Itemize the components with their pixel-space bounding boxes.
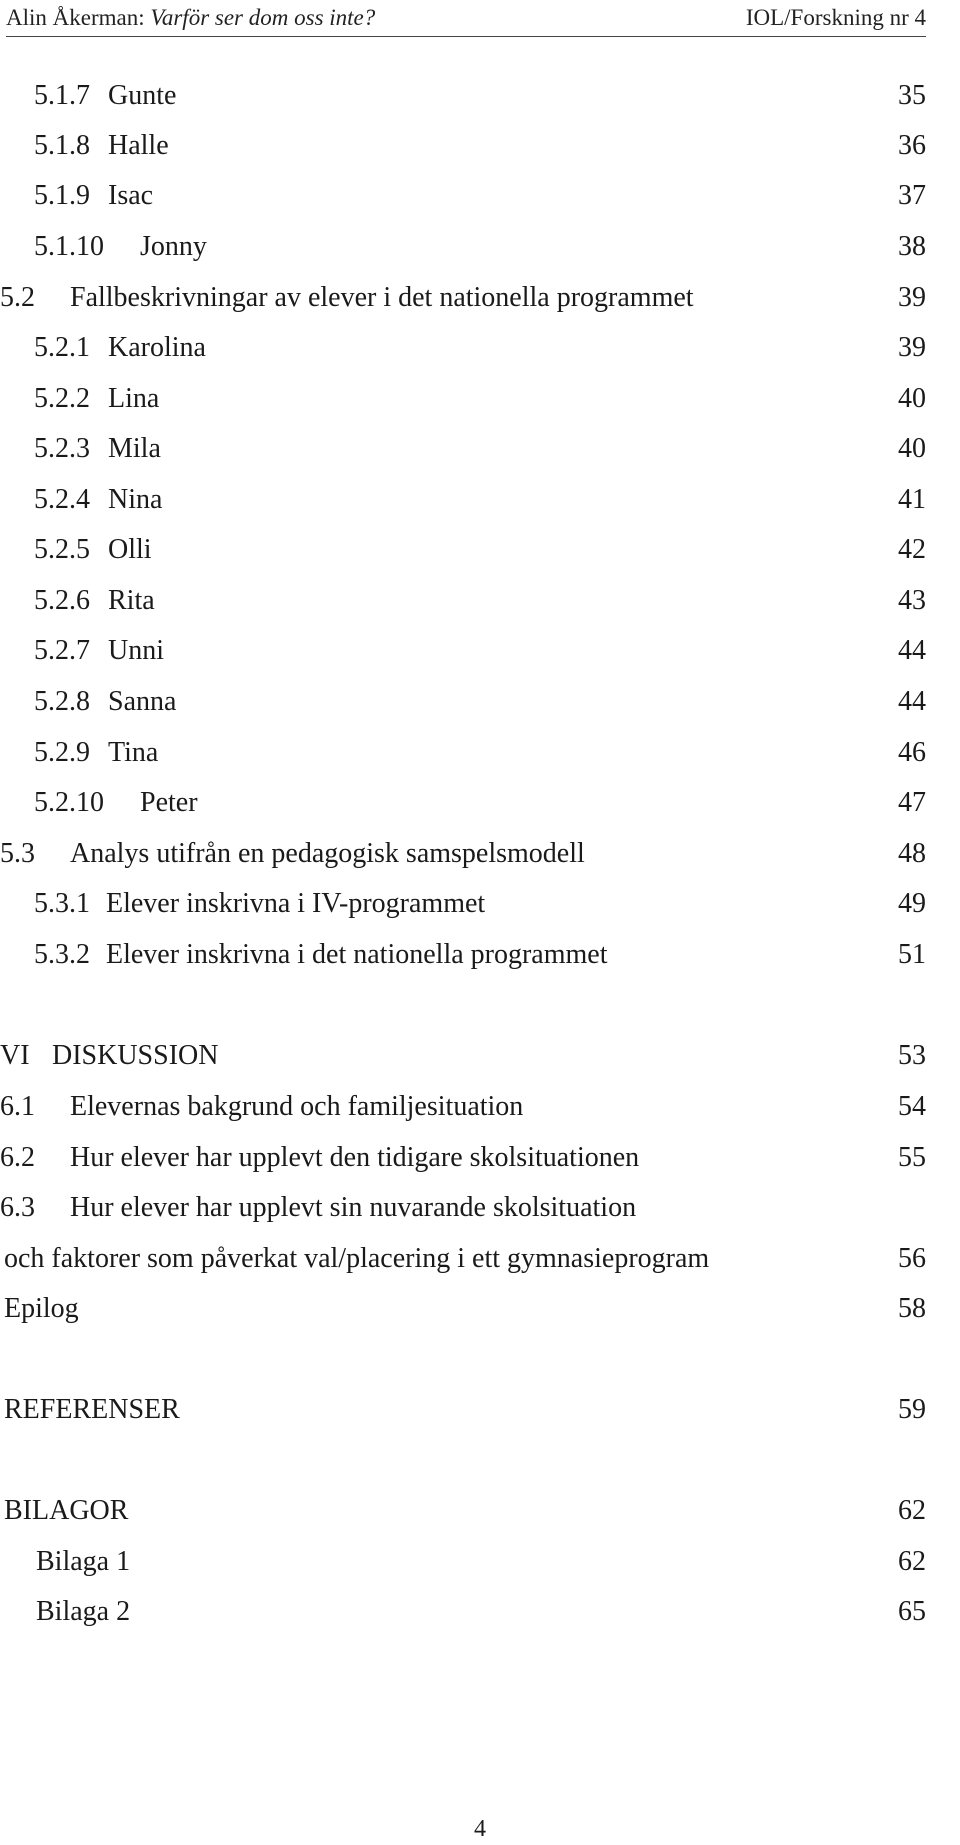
toc-entry-5-2-3: [0, 429, 926, 469]
toc-entry-page: 65: [898, 1596, 926, 1627]
header-author-title: [6, 4, 375, 32]
toc-entry-6-3-continued: [0, 1239, 926, 1279]
toc-entry-5-3-1: [0, 884, 926, 924]
toc-entry-6-2: [0, 1138, 926, 1178]
toc-entry-label: Epilog: [4, 1293, 79, 1324]
header-title: Varför ser dom oss inte?: [150, 5, 376, 30]
toc-entry-number: 5.2.5: [34, 534, 90, 565]
toc-entry-number: 5.2.4: [34, 484, 90, 515]
toc-entry-label: Fallbeskrivningar av elever i det nationella programmet: [70, 282, 694, 313]
page-number: 4: [474, 1816, 486, 1842]
toc-entry-label: Tina: [108, 737, 159, 768]
toc-entry-page: 53: [898, 1040, 926, 1071]
toc-entry-number: 6.2: [0, 1142, 35, 1173]
toc-entry-page: 58: [898, 1293, 926, 1324]
toc-entry-number: 5.2.9: [34, 737, 90, 768]
toc-entry-label: Bilaga 2: [36, 1596, 131, 1627]
toc-entry-bilaga-2: [0, 1592, 926, 1632]
toc-entry-label: Sanna: [108, 686, 177, 717]
toc-entry-number: 6.1: [0, 1091, 35, 1122]
toc-entry-5-2-8: [0, 682, 926, 722]
toc-entry-5-2-5: [0, 530, 926, 570]
toc-entry-5-3-2: [0, 935, 926, 975]
toc-entry-label: Elever inskrivna i IV-programmet: [106, 888, 486, 919]
header-rule: [6, 36, 926, 37]
toc-entry-number: 5.1.8: [34, 130, 90, 161]
toc-entry-page: 37: [898, 180, 926, 211]
toc-entry-page: 39: [898, 282, 926, 313]
toc-entry-label: Peter: [140, 787, 198, 818]
toc-entry-label: Elevernas bakgrund och familjesituation: [70, 1091, 524, 1122]
toc-entry-bilagor: [0, 1491, 926, 1531]
toc-entry-label: DISKUSSION: [52, 1040, 219, 1071]
toc-entry-number: 5.2.8: [34, 686, 90, 717]
toc-entry-page: 40: [898, 433, 926, 464]
toc-entry-5-2-10: [0, 783, 926, 823]
toc-entry-label: Bilaga 1: [36, 1546, 131, 1577]
toc-entry-page: 40: [898, 383, 926, 414]
toc-entry-label: Hur elever har upplevt den tidigare skolsituationen: [70, 1142, 640, 1173]
toc-entry-number: 5.2.10: [34, 787, 104, 818]
toc-entry-5-2: [0, 278, 926, 318]
toc-entry-5-3: [0, 834, 926, 874]
toc-entry-label: Isac: [108, 180, 154, 211]
toc-entry-number: 5.2.2: [34, 383, 90, 414]
toc-entry-page: 43: [898, 585, 926, 616]
toc-entry-number: 5.3: [0, 838, 35, 869]
toc-entry-number: 5.1.7: [34, 80, 90, 111]
toc-entry-5-1-10: [0, 227, 926, 267]
toc-entry-number: 5.3.2: [34, 939, 90, 970]
toc-entry-number: 5.3.1: [34, 888, 90, 919]
toc-entry-5-2-9: [0, 733, 926, 773]
toc-entry-label: Unni: [108, 635, 164, 666]
toc-entry-page: 62: [898, 1495, 926, 1526]
toc-entry-label: Hur elever har upplevt sin nuvarande skolsituation: [70, 1192, 637, 1223]
toc-entry-page: 42: [898, 534, 926, 565]
toc-entry-number: 6.3: [0, 1192, 35, 1223]
toc-entry-number: 5.2.1: [34, 332, 90, 363]
toc-entry-label: Nina: [108, 484, 163, 515]
toc-entry-number: 5.2.6: [34, 585, 90, 616]
toc-entry-label: och faktorer som påverkat val/placering i ett gymnasieprogram: [4, 1243, 710, 1274]
toc-entry-bilaga-1: [0, 1542, 926, 1582]
toc-entry-5-1-7: [0, 76, 926, 116]
toc-entry-number: 5.2.3: [34, 433, 90, 464]
toc-entry-5-2-4: [0, 480, 926, 520]
toc-entry-label: Elever inskrivna i det nationella programmet: [106, 939, 608, 970]
toc-entry-page: 36: [898, 130, 926, 161]
toc-entry-page: 44: [898, 686, 926, 717]
toc-entry-label: Mila: [108, 433, 161, 464]
toc-entry-page: 44: [898, 635, 926, 666]
toc-entry-label: Rita: [108, 585, 155, 616]
toc-entry-label: Gunte: [108, 80, 177, 111]
toc-entry-page: 49: [898, 888, 926, 919]
toc-entry-number: VI: [0, 1040, 30, 1071]
toc-entry-label: BILAGOR: [4, 1495, 129, 1526]
toc-entry-number: 5.1.9: [34, 180, 90, 211]
toc-entry-number: 5.2.7: [34, 635, 90, 666]
toc-entry-page: 59: [898, 1394, 926, 1425]
toc-entry-5-2-2: [0, 379, 926, 419]
toc-entry-label: Analys utifrån en pedagogisk samspelsmodell: [70, 838, 585, 869]
toc-entry-page: 48: [898, 838, 926, 869]
toc-entry-page: 56: [898, 1243, 926, 1274]
toc-entry-page: 51: [898, 939, 926, 970]
toc-entry-referenser: [0, 1390, 926, 1430]
toc-entry-5-1-8: [0, 126, 926, 166]
toc-entry-label: Halle: [108, 130, 169, 161]
toc-entry-6-1: [0, 1087, 926, 1127]
toc-entry-page: 54: [898, 1091, 926, 1122]
running-header: [6, 4, 926, 32]
toc-entry-page: 62: [898, 1546, 926, 1577]
header-series: IOL/Forskning nr 4: [745, 5, 926, 30]
header-author: Alin Åkerman:: [6, 5, 145, 30]
toc-entry-vi: [0, 1036, 926, 1076]
toc-entry-5-2-1: [0, 328, 926, 368]
toc-entry-label: Karolina: [108, 332, 206, 363]
toc-entry-page: 47: [898, 787, 926, 818]
toc-entry-label: Jonny: [140, 231, 207, 262]
toc-entry-5-2-6: [0, 581, 926, 621]
toc-entry-page: 46: [898, 737, 926, 768]
toc-entry-label: Lina: [108, 383, 160, 414]
toc-entry-epilog: [0, 1289, 926, 1329]
toc-entry-6-3: [0, 1188, 926, 1228]
toc-entry-page: 55: [898, 1142, 926, 1173]
toc-entry-5-2-7: [0, 631, 926, 671]
toc-entry-label: REFERENSER: [4, 1394, 180, 1425]
toc-entry-page: 39: [898, 332, 926, 363]
toc-entry-page: 41: [898, 484, 926, 515]
toc-entry-page: 38: [898, 231, 926, 262]
toc-entry-label: Olli: [108, 534, 152, 565]
toc-entry-5-1-9: [0, 176, 926, 216]
toc-entry-number: 5.2: [0, 282, 35, 313]
toc-entry-page: 35: [898, 80, 926, 111]
toc-entry-number: 5.1.10: [34, 231, 104, 262]
